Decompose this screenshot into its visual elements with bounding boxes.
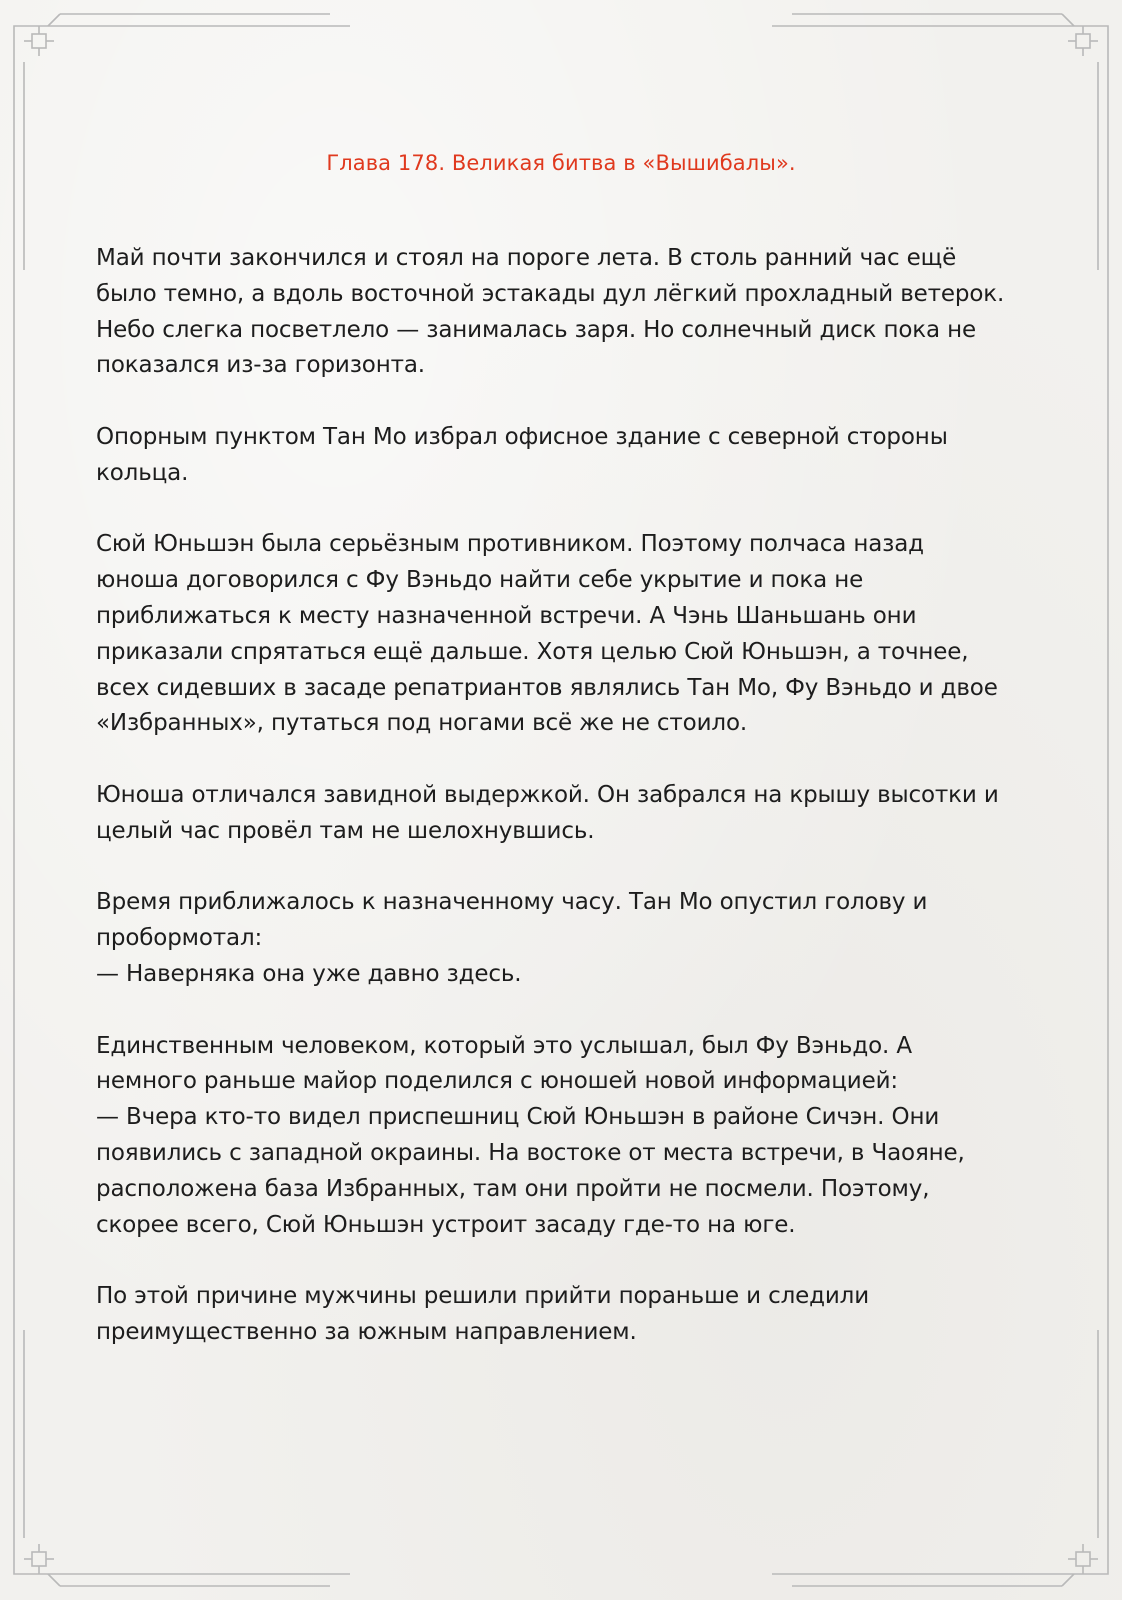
paragraph: Юноша отличался завидной выдержкой. Он забрался на крышу высотки и целый час провёл там не шелохнувшись. (96, 781, 999, 844)
paragraph: Сюй Юньшэн была серьёзным противником. Поэтому полчаса назад юноша договорился с Фу Вэньдо найти себе укрытие и пока не приближаться к месту назначенной встречи. А Чэнь Шаньшань они приказали спрятаться ещё дальше. Хотя целью Сюй Юньшэн, а точнее, всех сидевших в засаде репатриантов являлись Тан Мо, Фу Вэньдо и двое «Избранных», путаться под ногами всё же не стоило. (96, 531, 998, 737)
paragraph: Время приближалось к назначенному часу. Тан Мо опустил голову и пробормотал: — Наверняка она уже давно здесь. (96, 889, 928, 987)
chapter-body (96, 241, 1036, 1387)
paragraph: Опорным пунктом Тан Мо избрал офисное здание с северной стороны кольца. (96, 423, 948, 486)
paragraph: По этой причине мужчины решили прийти пораньше и следили преимущественно за южным направлением. (96, 1283, 870, 1345)
chapter-title: Глава 178. Великая битва в «Вышибалы». (326, 151, 796, 175)
paragraph: Единственным человеком, который это услышал, был Фу Вэньдо. А немного раньше майор поделился с юношей новой информацией: — Вчера кто-то видел приспешниц Сюй Юньшэн в районе Сичэн. Они появились с западной окраины. На востоке от места встречи, в Чаояне, расположена база Избранных, там они пройти не посмели. Поэтому, скорее всего, Сюй Юньшэн устроит засаду где-то на юге. (96, 1032, 965, 1238)
paragraph: Май почти закончился и стоял на пороге лета. В столь ранний час ещё было темно, а вдоль восточной эстакады дул лёгкий прохладный ветерок. Небо слегка посветлело — занималась заря. Но солнечный диск пока не показался из-за горизонта. (96, 245, 1005, 379)
